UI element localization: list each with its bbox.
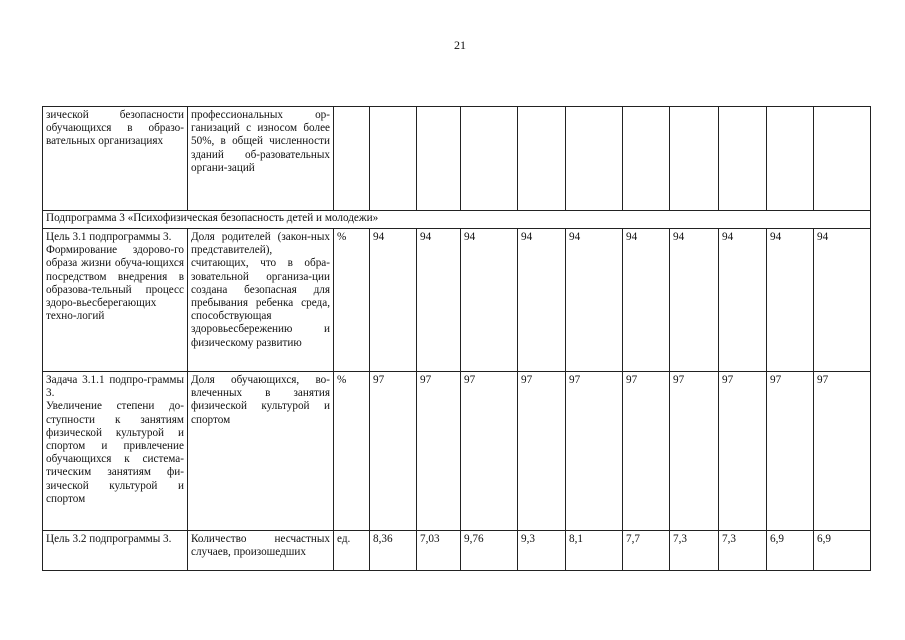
value-cell: 97	[719, 372, 767, 531]
value-cell	[370, 107, 417, 211]
unit-cell: %	[334, 372, 370, 531]
subprogram-title: Подпрограмма 3 «Психофизическая безопасность детей и молодежи»	[43, 211, 871, 229]
indicator-cell: Количество несчастных случаев, произошедших	[188, 531, 334, 571]
value-cell: 94	[623, 229, 670, 372]
value-cell: 97	[767, 372, 814, 531]
table-row	[43, 531, 871, 571]
indicator-cell: Доля родителей (закон-ных представителей), считающих, что в обра-зовательной организа-ции создана безопасная для пребывания ребенка среда, способствующая здоровьесбережению и физическому развитию	[188, 229, 334, 372]
value-cell: 97	[814, 372, 871, 531]
goal-cell: Цель 3.1 подпрограммы 3. Формирование здорово-го образа жизни обуча-ющихся посредством внедрения в образова-тельный процесс здоро-вьесберегающих техно-логий	[43, 229, 188, 372]
value-cell: 94	[370, 229, 417, 372]
table-row	[43, 372, 871, 531]
unit-cell: %	[334, 229, 370, 372]
unit-cell	[334, 107, 370, 211]
value-cell: 97	[518, 372, 566, 531]
indicator-cell: Доля обучающихся, во-влеченных в занятия физической культурой и спортом	[188, 372, 334, 531]
page-number: 21	[454, 38, 466, 52]
value-cell: 97	[566, 372, 623, 531]
value-cell: 6,9	[767, 531, 814, 571]
value-cell: 97	[623, 372, 670, 531]
table-row	[43, 107, 871, 211]
value-cell: 97	[461, 372, 518, 531]
value-cell	[518, 107, 566, 211]
value-cell: 7,03	[417, 531, 461, 571]
value-cell: 7,3	[719, 531, 767, 571]
value-cell	[417, 107, 461, 211]
goal-cell: Цель 3.2 подпрограммы 3.	[43, 531, 188, 571]
value-cell: 97	[670, 372, 719, 531]
value-cell: 94	[461, 229, 518, 372]
value-cell: 8,1	[566, 531, 623, 571]
value-cell	[461, 107, 518, 211]
value-cell	[670, 107, 719, 211]
value-cell	[814, 107, 871, 211]
value-cell: 94	[767, 229, 814, 372]
value-cell: 97	[370, 372, 417, 531]
value-cell: 94	[814, 229, 871, 372]
unit-cell: ед.	[334, 531, 370, 571]
value-cell: 7,3	[670, 531, 719, 571]
value-cell: 94	[719, 229, 767, 372]
goal-cell: зической безопасности обучающихся в образо-вательных организациях	[43, 107, 188, 211]
value-cell	[767, 107, 814, 211]
indicator-cell: профессиональных ор-ганизаций с износом более 50%, в общей численности зданий об-разовательных органи-заций	[188, 107, 334, 211]
value-cell: 94	[566, 229, 623, 372]
value-cell: 97	[417, 372, 461, 531]
indicators-table	[42, 106, 871, 571]
value-cell: 8,36	[370, 531, 417, 571]
value-cell: 6,9	[814, 531, 871, 571]
goal-cell: Задача 3.1.1 подпро-граммы 3. Увеличение степени до-ступности к занятиям физической культурой и спортом и привлечение обучающихся к система-тическим занятиям фи-зической культурой и спортом	[43, 372, 188, 531]
value-cell: 94	[518, 229, 566, 372]
value-cell: 94	[670, 229, 719, 372]
value-cell: 94	[417, 229, 461, 372]
subprogram-row	[43, 211, 871, 229]
value-cell: 9,3	[518, 531, 566, 571]
value-cell	[719, 107, 767, 211]
value-cell	[623, 107, 670, 211]
value-cell: 7,7	[623, 531, 670, 571]
value-cell	[566, 107, 623, 211]
table-row	[43, 229, 871, 372]
value-cell: 9,76	[461, 531, 518, 571]
